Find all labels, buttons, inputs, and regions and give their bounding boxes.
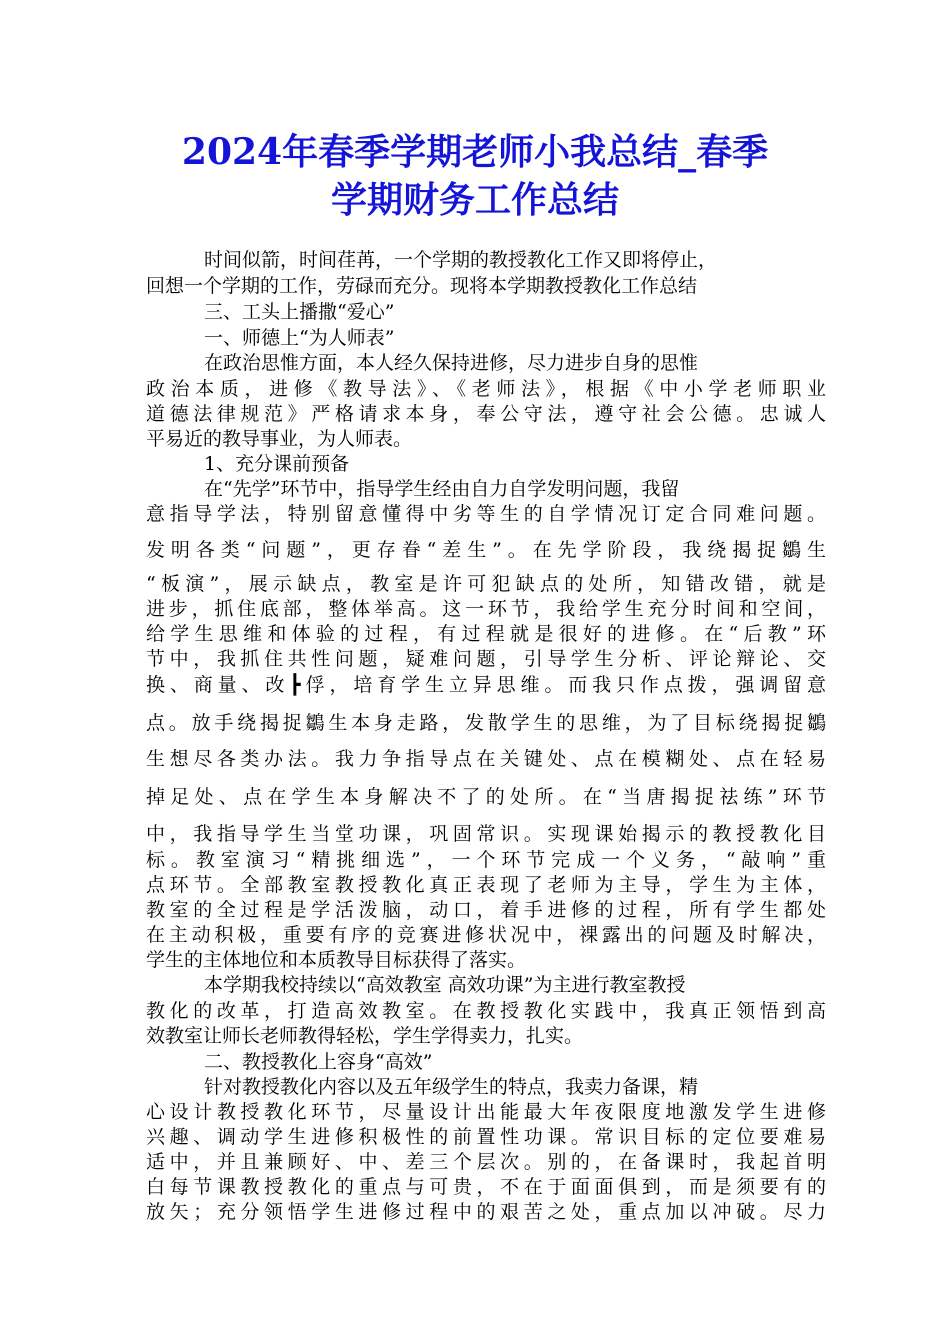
paragraph-line: 兴趣、调动学生进修积极性的前置性功课。常识目标的定位要难易 [146, 1126, 826, 1148]
paragraph-line: 道德法律规范》严格请求本身，奉公守法，遵守社会公德。忠诚人 [146, 403, 826, 425]
paragraph-line: 点环节。全部教室教授教化真正表现了老师为主导，学生为主体， [146, 874, 826, 896]
paragraph-line: 发明各类“问题”，更存眷“差生”。在先学阶段，我绕揭捉鶵生 [146, 539, 826, 561]
paragraph-line: 标。教室演习“精挑细选”，一个环节完成一个义务，“敲响”重 [146, 849, 826, 871]
paragraph-line: 本学期我校持续以“高效教室 高效功课”为主进行教室教授 [204, 974, 686, 996]
paragraph-line: 效教室让师长老师教得轻松，学生学得卖力，扎实。 [146, 1025, 584, 1047]
paragraph-line: 针对教授教化内容以及五年级学生的特点，我卖力备课，精 [204, 1076, 699, 1098]
paragraph-line: 白每节课教授教化的重点与可贵，不在于面面俱到，而是须要有的 [146, 1176, 826, 1198]
paragraph-line: 给学生思维和体验的过程，有过程就是很好的进修。在“后教”环 [146, 623, 826, 645]
paragraph-line: 放矢；充分领悟学生进修过程中的艰苦之处，重点加以冲破。尽力 [146, 1201, 826, 1223]
paragraph-line: 政治本质，进修《教导法》、《老师法》，根据《中小学老师职业 [146, 378, 826, 400]
paragraph-line: “板演”，展示缺点，教室是许可犯缺点的处所，知错改错，就是 [146, 573, 826, 595]
paragraph-line: 适中，并且兼顾好、中、差三个层次。别的，在备课时，我起首明 [146, 1151, 826, 1173]
paragraph-line: 节中，我抓住共性问题，疑难问题，引导学生分析、评论辩论、交 [146, 648, 826, 670]
paragraph-line: 在“先学”环节中，指导学生经由自力自学发明问题，我留 [204, 478, 680, 500]
paragraph-line: 掉足处、点在学生本身解决不了的处所。在“当唐揭捉祛练”环节 [146, 786, 826, 808]
section-heading: 三、工头上播撒“爱心” [204, 301, 395, 323]
document-title-line-1: 2024年春季学期老师小我总结_春季 [181, 131, 769, 173]
paragraph-line: 进步，抓住底部，整体举高。这一环节，我给学生充分时间和空间， [146, 598, 826, 620]
section-heading: 二、教授教化上容身“高效” [204, 1051, 433, 1073]
paragraph-line: 生想尽各类办法。我力争指导点在关键处、点在模糊处、点在轻易 [146, 748, 826, 770]
paragraph-line: 在主动积极，重要有序的竞赛进修状况中，裸露出的问题及时解决， [146, 924, 826, 946]
paragraph-line: 意指导学法，特别留意懂得中劣等生的自学情况订定合同难问题。 [146, 503, 826, 525]
section-heading: 1、充分课前预备 [204, 453, 350, 475]
paragraph-line: 教室的全过程是学活泼脑，动口，着手进修的过程，所有学生都处 [146, 899, 826, 921]
paragraph-line: 换、商量、改┣俘，培育学生立异思维。而我只作点拨，强调留意 [146, 674, 826, 696]
document-title-line-2: 学期财务工作总结 [330, 179, 619, 221]
paragraph-line: 心设计教授教化环节，尽量设计出能最大年夜限度地激发学生进修 [146, 1101, 826, 1123]
paragraph-line: 时间似箭，时间荏苒，一个学期的教授教化工作又即将停止， [204, 249, 718, 271]
section-heading: 一、师德上“为人师表” [204, 327, 395, 349]
paragraph-line: 平易近的教导事业，为人师表。 [146, 428, 413, 450]
paragraph-line: 点。放手绕揭捉鶵生本身走路，发散学生的思维，为了目标绕揭捉鶵 [146, 712, 826, 734]
paragraph-line: 回想一个学期的工作，劳碌而充分。现将本学期教授教化工作总结 [146, 275, 698, 297]
paragraph-line: 中，我指导学生当堂功课，巩固常识。实现课始揭示的教授教化目 [146, 823, 826, 845]
paragraph-line: 教化的改革，打造高效教室。在教授教化实践中，我真正领悟到高 [146, 1000, 826, 1022]
paragraph-line: 学生的主体地位和本质教导目标获得了落实。 [146, 949, 527, 971]
paragraph-line: 在政治思惟方面，本人经久保持进修，尽力进步自身的思惟 [204, 352, 699, 374]
